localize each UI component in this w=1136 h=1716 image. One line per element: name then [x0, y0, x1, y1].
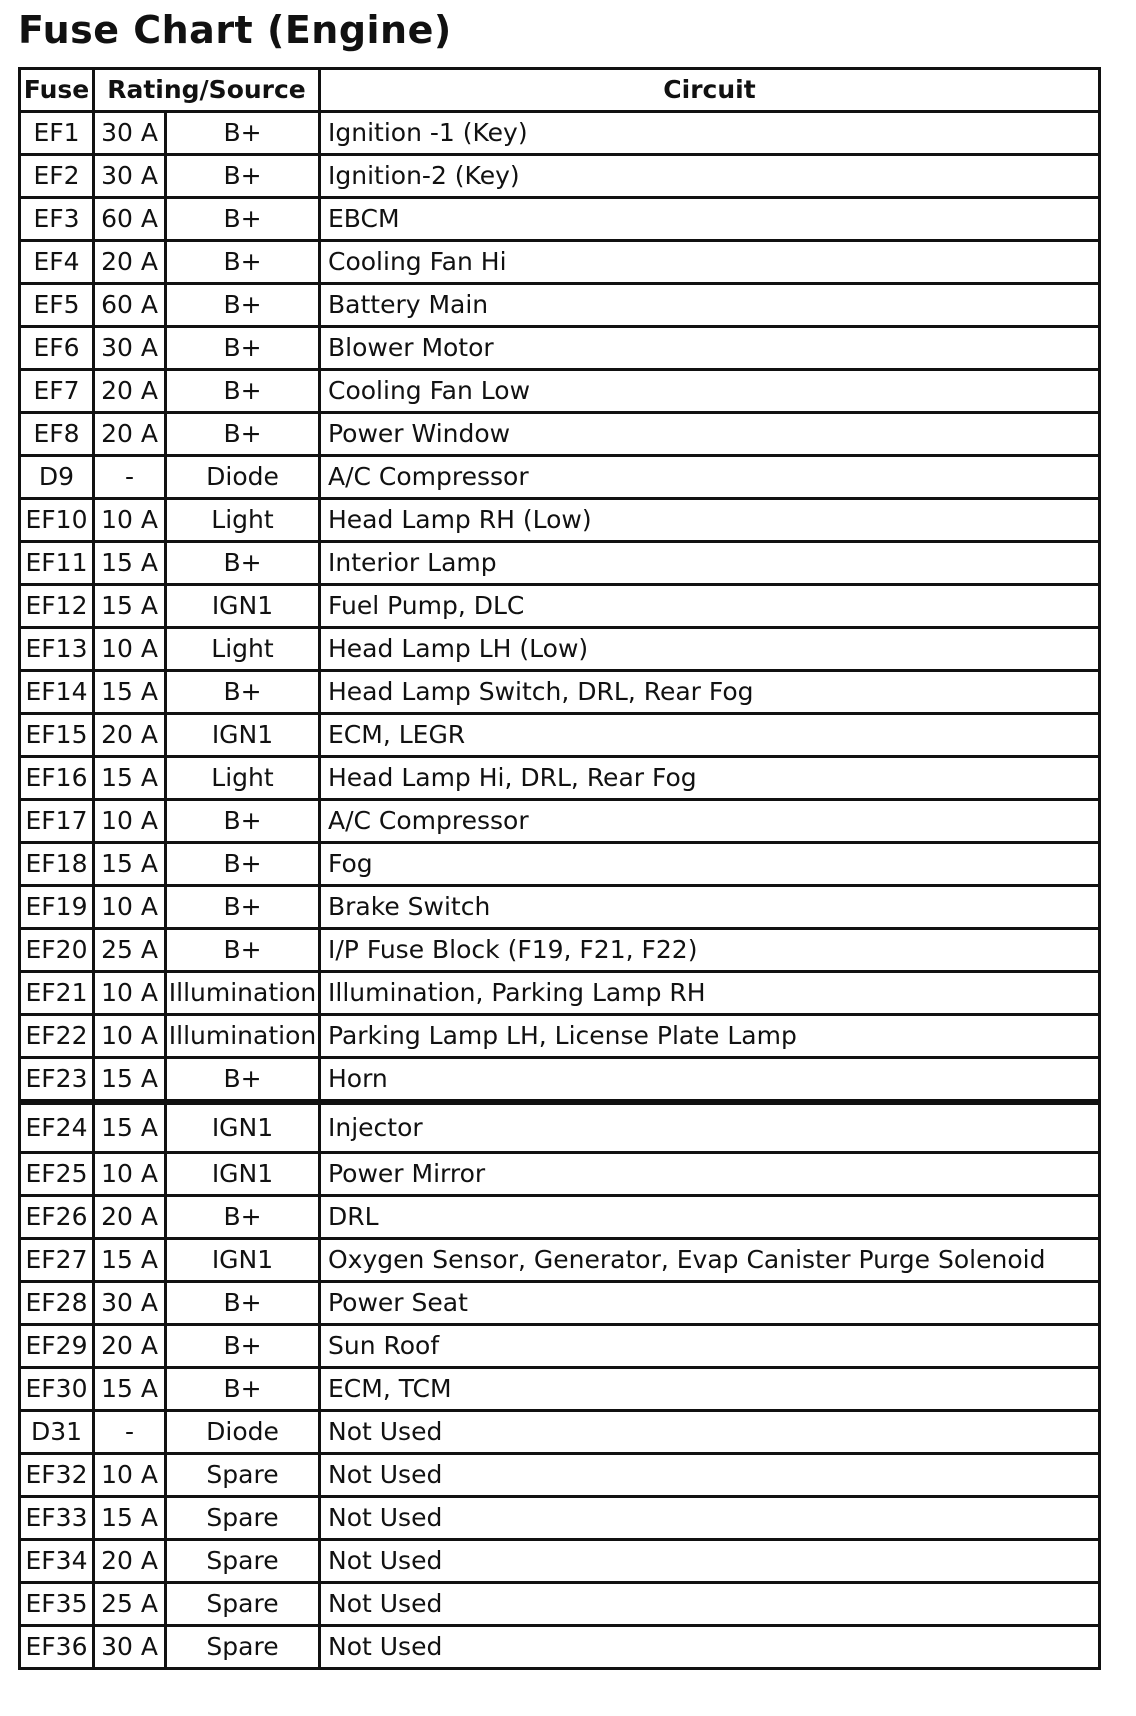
- source-cell: Spare: [166, 1454, 320, 1497]
- rating-cell: 15 A: [94, 1058, 166, 1103]
- fuse-cell: EF5: [20, 284, 94, 327]
- fuse-cell: EF15: [20, 714, 94, 757]
- table-row: [20, 1626, 1100, 1669]
- source-cell: IGN1: [166, 1102, 320, 1153]
- table-row: [20, 456, 1100, 499]
- fuse-cell: EF36: [20, 1626, 94, 1669]
- table-row: [20, 1102, 1100, 1153]
- circuit-cell: Horn: [320, 1058, 1100, 1103]
- table-row: [20, 370, 1100, 413]
- rating-cell: 10 A: [94, 628, 166, 671]
- fuse-cell: EF35: [20, 1583, 94, 1626]
- table-row: [20, 843, 1100, 886]
- source-cell: Spare: [166, 1626, 320, 1669]
- table-row: [20, 1540, 1100, 1583]
- circuit-cell: Not Used: [320, 1540, 1100, 1583]
- fuse-cell: EF29: [20, 1325, 94, 1368]
- circuit-cell: Parking Lamp LH, License Plate Lamp: [320, 1015, 1100, 1058]
- circuit-cell: ECM, TCM: [320, 1368, 1100, 1411]
- table-row: [20, 1058, 1100, 1103]
- table-row: [20, 413, 1100, 456]
- fuse-cell: EF34: [20, 1540, 94, 1583]
- circuit-cell: Head Lamp Hi, DRL, Rear Fog: [320, 757, 1100, 800]
- table-row: [20, 327, 1100, 370]
- fuse-cell: EF3: [20, 198, 94, 241]
- rating-cell: 10 A: [94, 800, 166, 843]
- fuse-cell: EF19: [20, 886, 94, 929]
- circuit-cell: A/C Compressor: [320, 800, 1100, 843]
- fuse-cell: EF12: [20, 585, 94, 628]
- circuit-cell: DRL: [320, 1196, 1100, 1239]
- fuse-cell: EF33: [20, 1497, 94, 1540]
- rating-cell: 15 A: [94, 757, 166, 800]
- rating-cell: -: [94, 1411, 166, 1454]
- source-cell: B+: [166, 671, 320, 714]
- table-row: [20, 800, 1100, 843]
- table-row: [20, 155, 1100, 198]
- rating-cell: 30 A: [94, 155, 166, 198]
- fuse-cell: EF14: [20, 671, 94, 714]
- rating-cell: 30 A: [94, 1282, 166, 1325]
- source-cell: B+: [166, 284, 320, 327]
- fuse-cell: EF32: [20, 1454, 94, 1497]
- circuit-cell: ECM, LEGR: [320, 714, 1100, 757]
- table-row: [20, 1196, 1100, 1239]
- circuit-cell: Sun Roof: [320, 1325, 1100, 1368]
- source-cell: IGN1: [166, 714, 320, 757]
- table-row: [20, 585, 1100, 628]
- fuse-cell: EF22: [20, 1015, 94, 1058]
- circuit-cell: Illumination, Parking Lamp RH: [320, 972, 1100, 1015]
- fuse-cell: EF26: [20, 1196, 94, 1239]
- fuse-cell: EF21: [20, 972, 94, 1015]
- rating-cell: 60 A: [94, 198, 166, 241]
- table-row: [20, 628, 1100, 671]
- rating-cell: -: [94, 456, 166, 499]
- circuit-cell: A/C Compressor: [320, 456, 1100, 499]
- circuit-cell: Fuel Pump, DLC: [320, 585, 1100, 628]
- rating-cell: 20 A: [94, 241, 166, 284]
- rating-cell: 15 A: [94, 1239, 166, 1282]
- source-cell: B+: [166, 929, 320, 972]
- fuse-cell: D31: [20, 1411, 94, 1454]
- table-row: [20, 1368, 1100, 1411]
- rating-cell: 15 A: [94, 1497, 166, 1540]
- fuse-cell: EF25: [20, 1153, 94, 1196]
- circuit-cell: Head Lamp RH (Low): [320, 499, 1100, 542]
- table-row: [20, 757, 1100, 800]
- rating-cell: 25 A: [94, 929, 166, 972]
- fuse-cell: EF20: [20, 929, 94, 972]
- rating-cell: 15 A: [94, 671, 166, 714]
- table-row: [20, 1583, 1100, 1626]
- fuse-cell: EF28: [20, 1282, 94, 1325]
- fuse-cell: EF24: [20, 1102, 94, 1153]
- circuit-cell: Power Window: [320, 413, 1100, 456]
- fuse-cell: EF6: [20, 327, 94, 370]
- circuit-cell: Not Used: [320, 1454, 1100, 1497]
- rating-cell: 20 A: [94, 370, 166, 413]
- circuit-cell: Not Used: [320, 1411, 1100, 1454]
- source-cell: Illumination: [166, 972, 320, 1015]
- fuse-cell: EF23: [20, 1058, 94, 1103]
- fuse-cell: EF30: [20, 1368, 94, 1411]
- source-cell: IGN1: [166, 585, 320, 628]
- header-fuse: Fuse: [20, 69, 94, 112]
- rating-cell: 10 A: [94, 1015, 166, 1058]
- circuit-cell: Power Seat: [320, 1282, 1100, 1325]
- fuse-cell: EF7: [20, 370, 94, 413]
- fuse-cell: EF4: [20, 241, 94, 284]
- rating-cell: 30 A: [94, 1626, 166, 1669]
- rating-cell: 10 A: [94, 886, 166, 929]
- table-row: [20, 284, 1100, 327]
- circuit-cell: Ignition -1 (Key): [320, 112, 1100, 155]
- table-row: [20, 1239, 1100, 1282]
- header-rating-source: Rating/Source: [94, 69, 320, 112]
- source-cell: Light: [166, 757, 320, 800]
- source-cell: B+: [166, 1196, 320, 1239]
- fuse-cell: EF16: [20, 757, 94, 800]
- circuit-cell: Not Used: [320, 1497, 1100, 1540]
- fuse-cell: EF1: [20, 112, 94, 155]
- circuit-cell: EBCM: [320, 198, 1100, 241]
- table-row: [20, 886, 1100, 929]
- table-row: [20, 1454, 1100, 1497]
- source-cell: Spare: [166, 1540, 320, 1583]
- rating-cell: 10 A: [94, 499, 166, 542]
- circuit-cell: Head Lamp Switch, DRL, Rear Fog: [320, 671, 1100, 714]
- circuit-cell: Not Used: [320, 1583, 1100, 1626]
- table-row: [20, 499, 1100, 542]
- source-cell: Spare: [166, 1583, 320, 1626]
- header-row: [20, 69, 1100, 112]
- rating-cell: 20 A: [94, 413, 166, 456]
- circuit-cell: Brake Switch: [320, 886, 1100, 929]
- rating-cell: 60 A: [94, 284, 166, 327]
- source-cell: B+: [166, 241, 320, 284]
- circuit-cell: Not Used: [320, 1626, 1100, 1669]
- source-cell: Light: [166, 499, 320, 542]
- source-cell: B+: [166, 413, 320, 456]
- table-row: [20, 929, 1100, 972]
- circuit-cell: Head Lamp LH (Low): [320, 628, 1100, 671]
- fuse-cell: EF18: [20, 843, 94, 886]
- circuit-cell: Interior Lamp: [320, 542, 1100, 585]
- source-cell: B+: [166, 112, 320, 155]
- rating-cell: 15 A: [94, 843, 166, 886]
- page-title: Fuse Chart (Engine): [18, 8, 452, 52]
- source-cell: B+: [166, 155, 320, 198]
- rating-cell: 20 A: [94, 1540, 166, 1583]
- circuit-cell: Power Mirror: [320, 1153, 1100, 1196]
- table-row: [20, 714, 1100, 757]
- table-row: [20, 241, 1100, 284]
- table-row: [20, 1411, 1100, 1454]
- circuit-cell: Cooling Fan Hi: [320, 241, 1100, 284]
- source-cell: B+: [166, 886, 320, 929]
- fuse-cell: EF13: [20, 628, 94, 671]
- rating-cell: 20 A: [94, 1325, 166, 1368]
- source-cell: Illumination: [166, 1015, 320, 1058]
- source-cell: B+: [166, 800, 320, 843]
- rating-cell: 25 A: [94, 1583, 166, 1626]
- source-cell: B+: [166, 327, 320, 370]
- source-cell: B+: [166, 1368, 320, 1411]
- fuse-table: [18, 67, 1101, 1670]
- rating-cell: 15 A: [94, 585, 166, 628]
- rating-cell: 10 A: [94, 1153, 166, 1196]
- circuit-cell: Fog: [320, 843, 1100, 886]
- table-row: [20, 1153, 1100, 1196]
- fuse-cell: EF2: [20, 155, 94, 198]
- rating-cell: 30 A: [94, 327, 166, 370]
- rating-cell: 10 A: [94, 1454, 166, 1497]
- rating-cell: 20 A: [94, 1196, 166, 1239]
- circuit-cell: Cooling Fan Low: [320, 370, 1100, 413]
- source-cell: B+: [166, 843, 320, 886]
- circuit-cell: Ignition-2 (Key): [320, 155, 1100, 198]
- rating-cell: 15 A: [94, 1102, 166, 1153]
- table-row: [20, 1325, 1100, 1368]
- source-cell: Spare: [166, 1497, 320, 1540]
- source-cell: B+: [166, 1058, 320, 1103]
- fuse-cell: EF10: [20, 499, 94, 542]
- source-cell: B+: [166, 542, 320, 585]
- fuse-table-body: [20, 112, 1100, 1669]
- source-cell: Diode: [166, 456, 320, 499]
- circuit-cell: Injector: [320, 1102, 1100, 1153]
- circuit-cell: I/P Fuse Block (F19, F21, F22): [320, 929, 1100, 972]
- fuse-cell: EF27: [20, 1239, 94, 1282]
- table-row: [20, 671, 1100, 714]
- fuse-cell: EF17: [20, 800, 94, 843]
- fuse-cell: D9: [20, 456, 94, 499]
- source-cell: Diode: [166, 1411, 320, 1454]
- table-row: [20, 542, 1100, 585]
- rating-cell: 30 A: [94, 112, 166, 155]
- source-cell: IGN1: [166, 1153, 320, 1196]
- table-row: [20, 972, 1100, 1015]
- table-row: [20, 1497, 1100, 1540]
- rating-cell: 20 A: [94, 714, 166, 757]
- rating-cell: 10 A: [94, 972, 166, 1015]
- header-circuit: Circuit: [320, 69, 1100, 112]
- rating-cell: 15 A: [94, 542, 166, 585]
- table-row: [20, 1282, 1100, 1325]
- rating-cell: 15 A: [94, 1368, 166, 1411]
- source-cell: B+: [166, 198, 320, 241]
- fuse-cell: EF11: [20, 542, 94, 585]
- table-row: [20, 1015, 1100, 1058]
- source-cell: IGN1: [166, 1239, 320, 1282]
- table-row: [20, 198, 1100, 241]
- circuit-cell: Blower Motor: [320, 327, 1100, 370]
- source-cell: B+: [166, 370, 320, 413]
- circuit-cell: Oxygen Sensor, Generator, Evap Canister Purge Solenoid: [320, 1239, 1100, 1282]
- fuse-cell: EF8: [20, 413, 94, 456]
- source-cell: B+: [166, 1282, 320, 1325]
- source-cell: B+: [166, 1325, 320, 1368]
- circuit-cell: Battery Main: [320, 284, 1100, 327]
- table-row: [20, 112, 1100, 155]
- source-cell: Light: [166, 628, 320, 671]
